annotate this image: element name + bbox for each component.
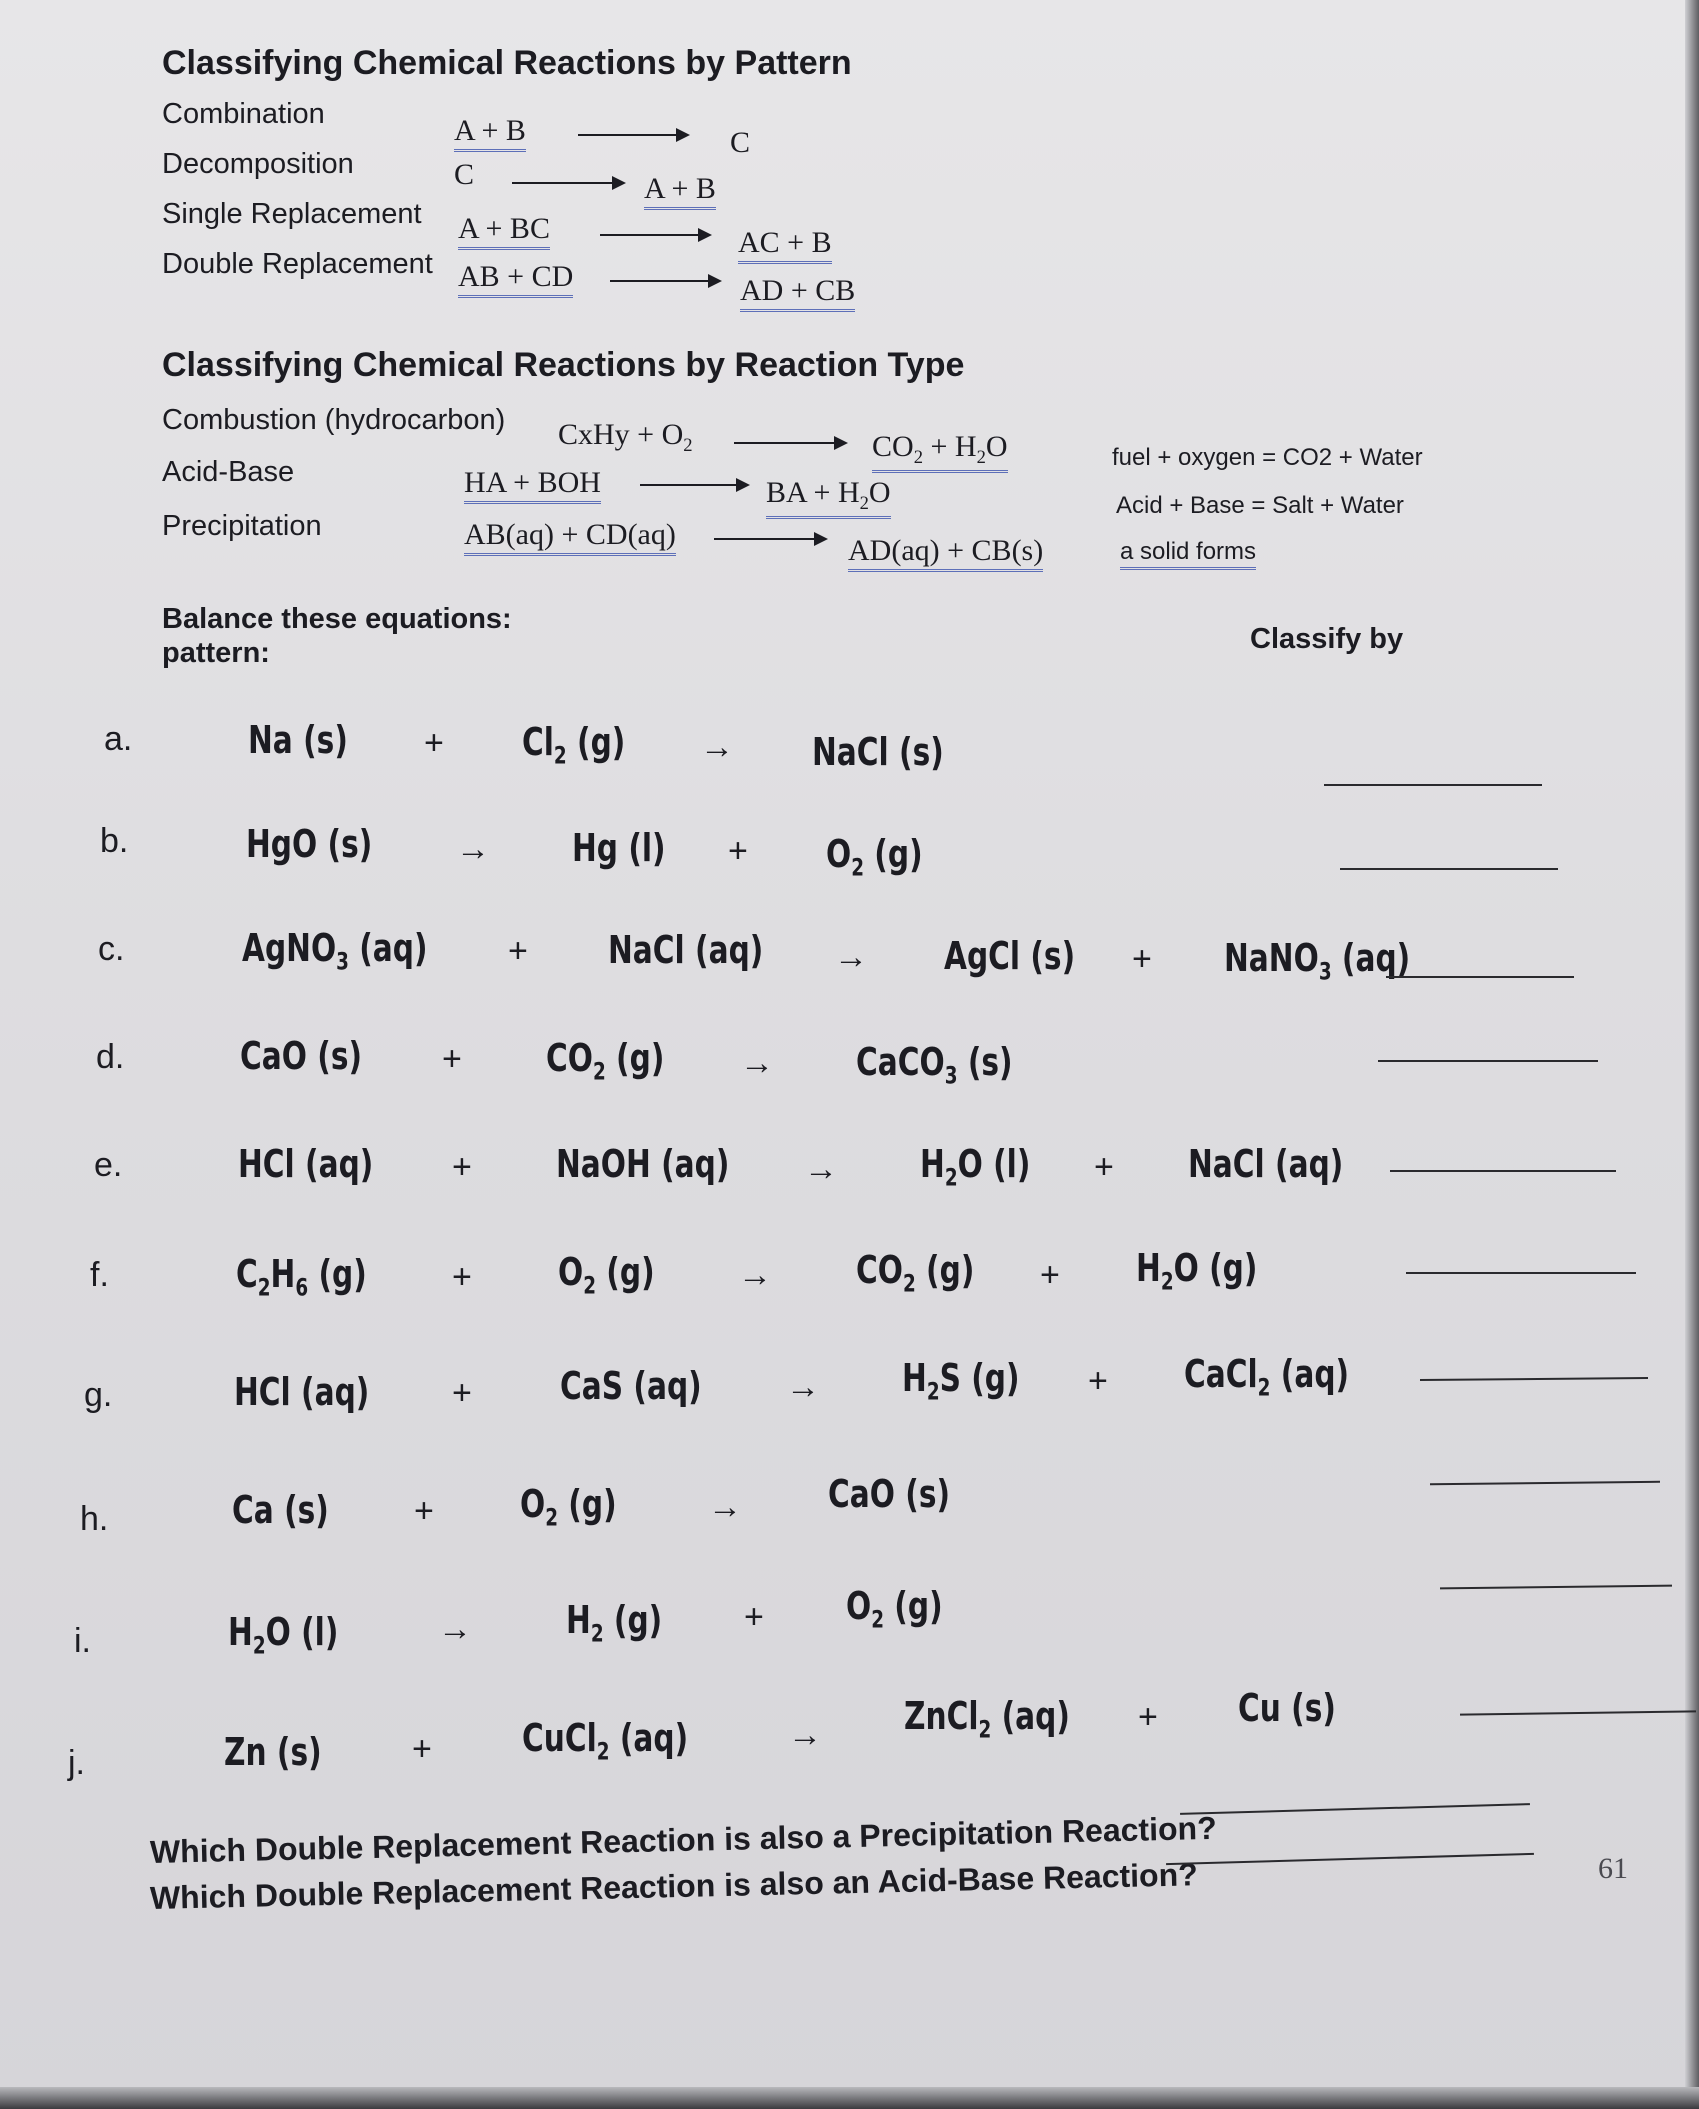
eq-g-term4: CaCl$_2$ (aq) [1184,1352,1350,1402]
eq-g-op1: + [452,1374,472,1412]
letter-j: j. [68,1744,85,1782]
eq-b-arrow: → [456,830,490,868]
eq-c-op1: + [508,932,528,970]
eq-h-term2: $O_2$ (g) [520,1482,617,1532]
arrow-icon [714,538,826,540]
balance-line-1: Balance these equations: [162,603,512,635]
eq-b-term3: $O_2$ (g) [826,832,923,882]
eq-a-term2: $Cl_2$ (g) [522,720,626,770]
eq-e-op2: + [1094,1148,1114,1186]
eq-f-term4: $H_2O$ (g) [1136,1246,1258,1296]
type-title: Classifying Chemical Reactions by Reaction Type [162,346,965,384]
pattern-products-single: AC + B [738,226,832,264]
eq-e-op1: + [452,1148,472,1186]
letter-e: e. [94,1146,123,1184]
eq-i-term2: $H_2$ (g) [566,1598,663,1648]
type-products-combustion: $CO_2 + H_2O$ [872,430,1008,473]
eq-h-op1: + [414,1492,434,1530]
pattern-label-combination: Combination [162,98,325,130]
type-reactants-precipitation: AB(aq) + CD(aq) [464,518,676,556]
pattern-reactants-single: A + BC [458,212,550,250]
eq-f-arrow: → [738,1256,772,1294]
eq-e-term1: HCl (aq) [238,1142,374,1186]
eq-j-op1: + [412,1730,432,1768]
pattern-reactants-double: AB + CD [458,260,573,298]
pattern-title: Classifying Chemical Reactions by Pattern [162,44,852,82]
letter-h: h. [80,1500,109,1538]
eq-d-term3: CaCO$_3$ (s) [856,1040,1013,1090]
eq-b-term1: HgO (s) [246,822,373,866]
arrow-icon [600,234,710,236]
question-acid-base: Which Double Replacement Reaction is also an Acid-Base Reaction? [149,1856,1199,1916]
arrow-icon [578,134,688,136]
letter-a: a. [104,720,133,758]
answer-blank-h[interactable] [1430,1481,1660,1485]
pattern-label-decomposition: Decomposition [162,148,354,180]
answer-blank-i[interactable] [1440,1585,1672,1590]
eq-g-term2: CaS (aq) [560,1364,702,1408]
type-note-acid-base: Acid + Base = Salt + Water [1116,492,1404,519]
type-label-acid-base: Acid-Base [162,456,295,488]
answer-blank-q1[interactable] [1180,1803,1530,1815]
balance-line-2: pattern: [162,637,270,669]
arrow-icon [610,280,720,282]
eq-g-term1: HCl (aq) [234,1370,370,1414]
eq-a-term3: NaCl (s) [812,730,944,774]
letter-f: f. [90,1256,109,1294]
eq-j-term4: Cu (s) [1238,1686,1336,1730]
eq-a-op1: + [424,724,444,762]
eq-a-arrow: → [700,728,734,766]
eq-b-op: + [728,832,748,870]
answer-blank-e[interactable] [1390,1170,1616,1172]
eq-d-term1: CaO (s) [240,1034,363,1078]
answer-blank-g[interactable] [1420,1377,1648,1381]
eq-c-op2: + [1132,940,1152,978]
type-note-combustion: fuel + oxygen = CO2 + Water [1112,444,1423,471]
eq-f-op2: + [1040,1256,1060,1294]
arrow-icon [512,182,624,184]
eq-c-arrow: → [834,938,868,976]
eq-a-term1: Na (s) [248,718,348,762]
eq-c-term2: NaCl (aq) [608,928,764,972]
eq-h-term3: CaO (s) [828,1472,951,1516]
eq-e-term3: $H_2O$ (l) [920,1142,1031,1192]
eq-h-arrow: → [708,1488,742,1526]
eq-i-arrow: → [438,1610,472,1648]
letter-g: g. [84,1376,113,1414]
type-label-combustion: Combustion (hydrocarbon) [162,404,506,436]
arrow-icon [640,484,748,486]
eq-i-op: + [744,1598,764,1636]
eq-g-arrow: → [786,1368,820,1406]
balance-instruction [162,602,512,670]
pattern-label-double: Double Replacement [162,248,433,280]
type-products-acid-base: BA + $H_2O$ [766,476,891,519]
eq-j-op2: + [1138,1698,1158,1736]
type-products-precipitation: AD(aq) + CB(s) [848,534,1043,572]
pattern-reactants-decomposition: C [454,158,475,191]
eq-j-arrow: → [788,1716,822,1754]
type-reactants-combustion: CxHy + $O_2$ [558,418,693,456]
pattern-products-double: AD + CB [740,274,855,312]
bottom-shadow [0,2087,1699,2109]
eq-f-term2: $O_2$ (g) [558,1250,655,1300]
eq-c-term4: NaNO$_3$ (aq) [1224,936,1411,986]
answer-blank-a[interactable] [1324,784,1542,786]
letter-c: c. [98,930,125,968]
eq-d-arrow: → [740,1044,774,1082]
answer-blank-d[interactable] [1378,1060,1598,1062]
eq-j-term1: Zn (s) [224,1730,322,1774]
eq-i-term3: $O_2$ (g) [846,1584,943,1634]
answer-blank-b[interactable] [1340,868,1558,870]
eq-d-term2: $CO_2$ (g) [546,1036,665,1086]
eq-g-op2: + [1088,1362,1108,1400]
eq-h-term1: Ca (s) [232,1488,329,1532]
type-label-precipitation: Precipitation [162,510,322,542]
eq-c-term3: AgCl (s) [944,934,1076,978]
type-reactants-acid-base: HA + BOH [464,466,601,504]
question-precipitation: Which Double Replacement Reaction is also a Precipitation Reaction? [149,1809,1218,1870]
eq-b-term2: Hg (l) [572,826,666,870]
eq-d-op1: + [442,1040,462,1078]
letter-d: d. [96,1038,125,1076]
answer-blank-q2[interactable] [1166,1853,1534,1865]
eq-e-arrow: → [804,1150,838,1188]
arrow-icon [734,442,846,444]
pattern-products-combination: C [730,126,751,159]
eq-j-term3: ZnCl$_2$ (aq) [904,1694,1070,1744]
page-edge [1685,0,1699,2109]
pattern-products-decomposition: A + B [644,172,716,210]
eq-e-term4: NaCl (aq) [1188,1142,1344,1186]
eq-i-term1: $H_2O$ (l) [228,1610,339,1660]
eq-g-term3: $H_2S$ (g) [902,1356,1020,1406]
eq-f-term1: $C_2H_6$ (g) [236,1252,367,1302]
type-note-precipitation: a solid forms [1120,538,1256,570]
pattern-label-single: Single Replacement [162,198,422,230]
answer-blank-c[interactable] [1386,976,1574,978]
eq-f-op1: + [452,1258,472,1296]
eq-j-term2: CuCl$_2$ (aq) [522,1716,689,1766]
answer-blank-f[interactable] [1406,1272,1636,1274]
pattern-reactants-combination: A + B [454,114,526,152]
eq-c-term1: AgNO$_3$ (aq) [242,926,428,976]
letter-b: b. [100,822,129,860]
eq-f-term3: $CO_2$ (g) [856,1248,975,1298]
letter-i: i. [74,1622,91,1660]
classify-heading: Classify by [1250,623,1404,655]
eq-e-term2: NaOH (aq) [556,1142,730,1186]
page-number: 61 [1598,1852,1628,1885]
answer-blank-j[interactable] [1460,1710,1696,1715]
